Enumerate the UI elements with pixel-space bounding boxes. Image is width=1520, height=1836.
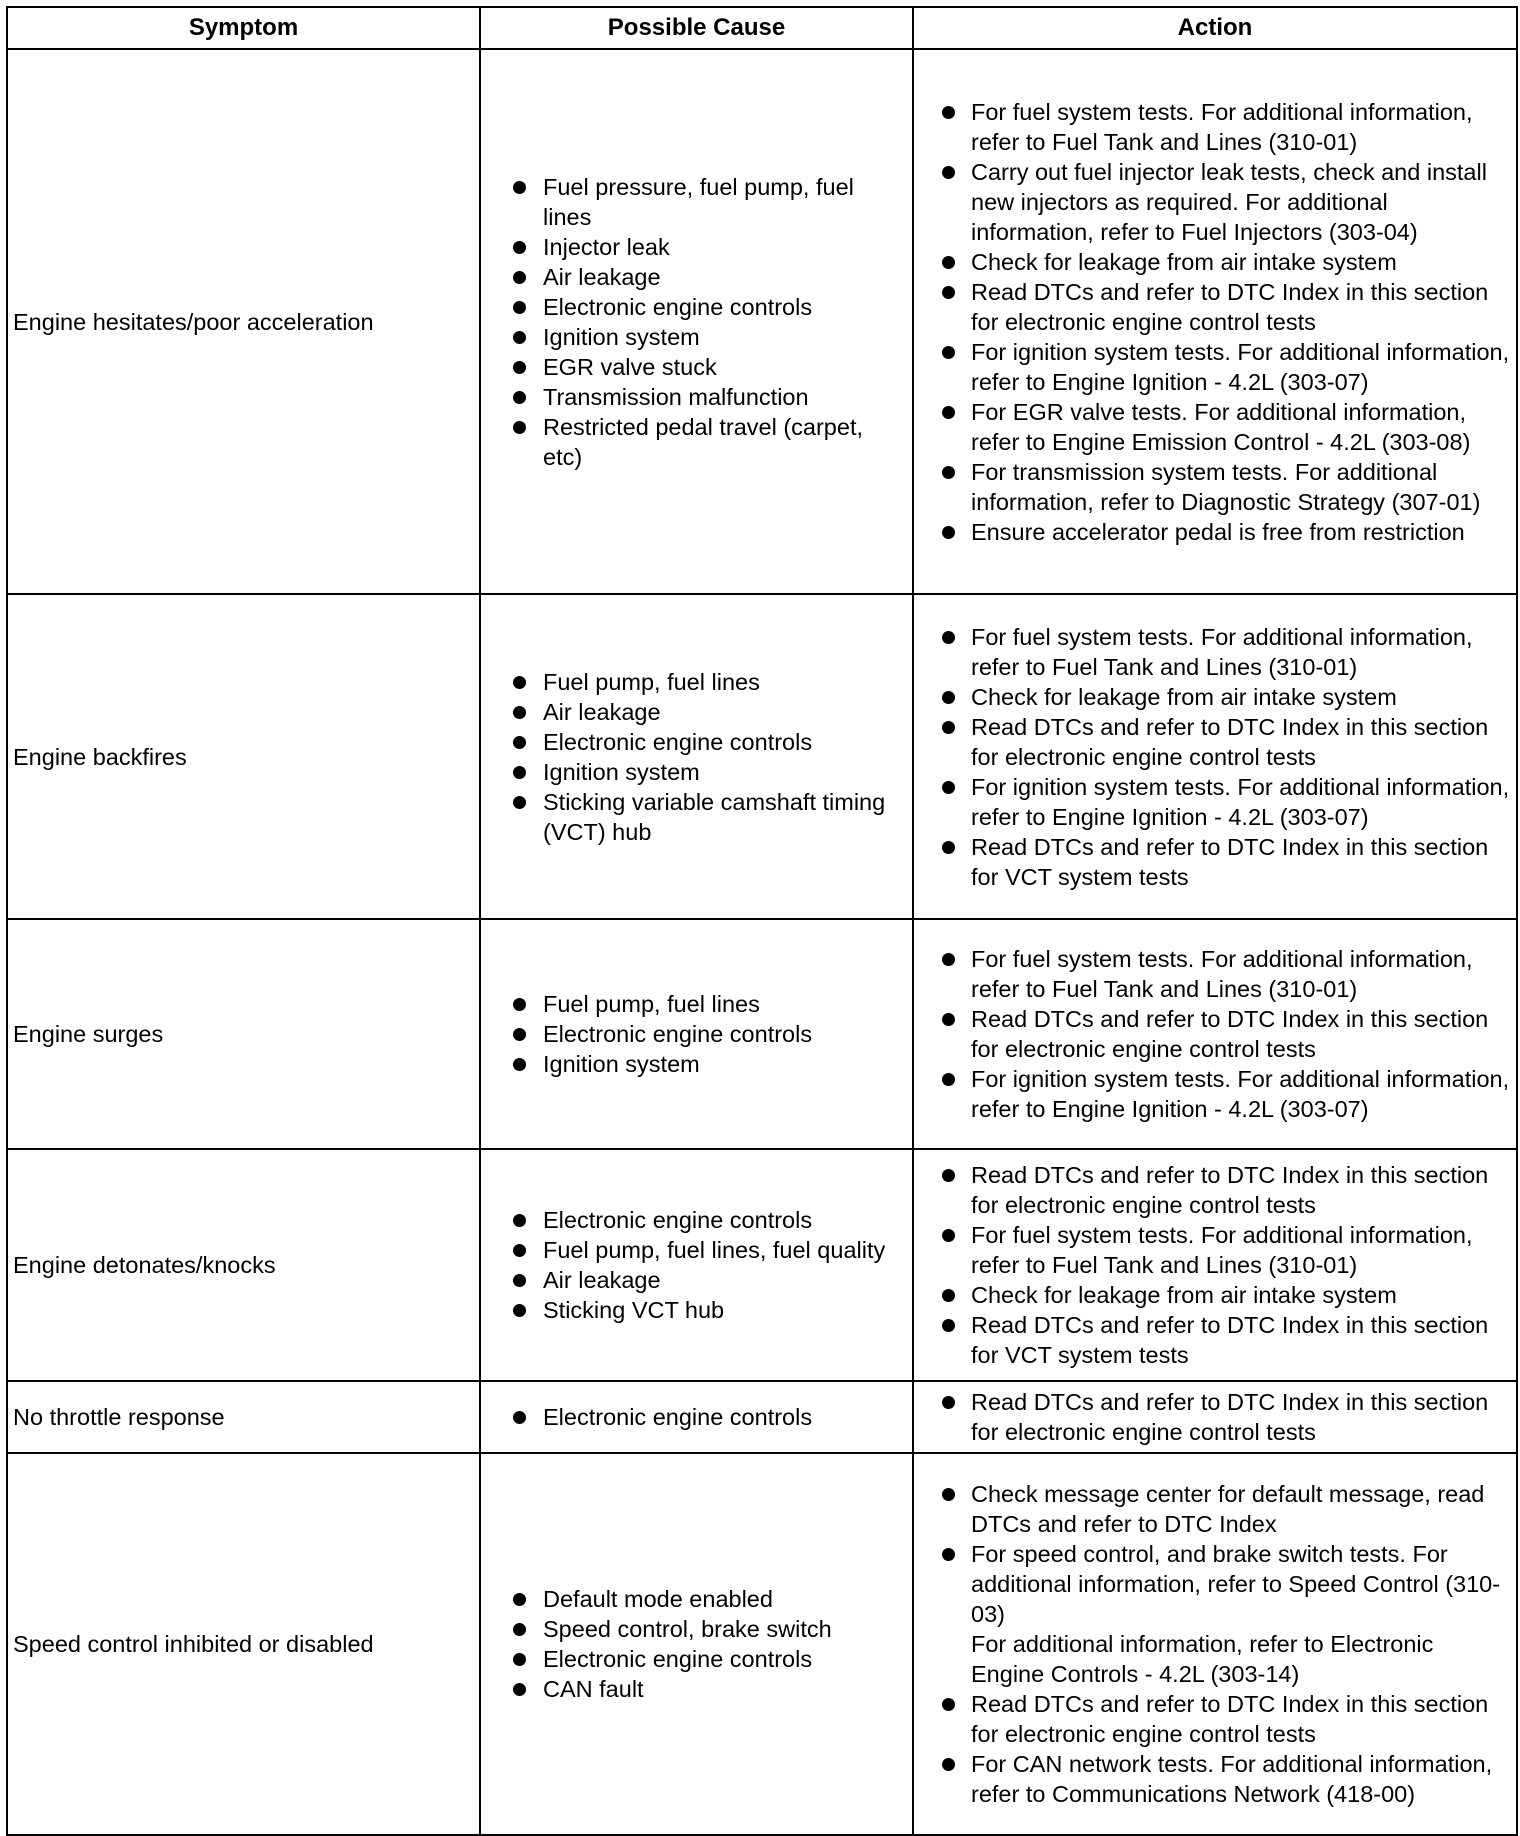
list-item: Check for leakage from air intake system (918, 1280, 1512, 1310)
list-item: For CAN network tests. For additional information, refer to Communications Network (418-00) (918, 1749, 1512, 1809)
bullet-icon (942, 841, 955, 854)
bullet-icon (942, 1396, 955, 1409)
cause-cell (480, 1149, 913, 1381)
symptom-cell: Engine hesitates/poor acceleration (7, 49, 480, 594)
action-cell (913, 594, 1517, 919)
list-item: Ignition system (485, 1049, 908, 1079)
list-item: Carry out fuel injector leak tests, check and install new injectors as required. For additional information, refer to Fuel Injectors (303-04) (918, 157, 1512, 247)
table-row (7, 1149, 1517, 1381)
list-item: Read DTCs and refer to DTC Index in this section for electronic engine control tests (918, 1160, 1512, 1220)
bullet-icon (513, 241, 526, 254)
bullet-icon (513, 271, 526, 284)
action-list (918, 622, 1512, 892)
list-item: Electronic engine controls (485, 1402, 908, 1432)
symptom-cell: Speed control inhibited or disabled (7, 1453, 480, 1835)
bullet-icon (942, 1289, 955, 1302)
list-item: Read DTCs and refer to DTC Index in this section for VCT system tests (918, 1310, 1512, 1370)
list-item: Air leakage (485, 262, 908, 292)
bullet-icon (942, 1548, 955, 1561)
bullet-icon (513, 1593, 526, 1606)
bullet-icon (513, 1214, 526, 1227)
list-item: Default mode enabled (485, 1584, 908, 1614)
bullet-icon (942, 1229, 955, 1242)
list-item: Sticking variable camshaft timing (VCT) hub (485, 787, 908, 847)
list-item: Electronic engine controls (485, 1205, 908, 1235)
header-possible-cause: Possible Cause (480, 7, 913, 49)
list-item: For ignition system tests. For additional information, refer to Engine Ignition - 4.2L (303-07) (918, 772, 1512, 832)
bullet-icon (942, 1698, 955, 1711)
bullet-icon (513, 1058, 526, 1071)
bullet-icon (942, 631, 955, 644)
cause-list (485, 1402, 908, 1432)
table-row (7, 919, 1517, 1149)
list-item: Electronic engine controls (485, 727, 908, 757)
list-item: Read DTCs and refer to DTC Index in this section for electronic engine control tests (918, 1689, 1512, 1749)
list-item: Sticking VCT hub (485, 1295, 908, 1325)
symptom-cell: Engine detonates/knocks (7, 1149, 480, 1381)
cause-cell (480, 49, 913, 594)
bullet-icon (513, 766, 526, 779)
list-item: Read DTCs and refer to DTC Index in this section for electronic engine control tests (918, 277, 1512, 337)
symptom-cell: Engine backfires (7, 594, 480, 919)
list-item: EGR valve stuck (485, 352, 908, 382)
bullet-icon (942, 406, 955, 419)
list-item: Check for leakage from air intake system (918, 247, 1512, 277)
bullet-icon (513, 391, 526, 404)
list-item: Electronic engine controls (485, 292, 908, 322)
bullet-icon (942, 1169, 955, 1182)
bullet-icon (942, 526, 955, 539)
bullet-icon (513, 361, 526, 374)
cause-cell (480, 594, 913, 919)
list-item: For fuel system tests. For additional information, refer to Fuel Tank and Lines (310-01) (918, 944, 1512, 1004)
action-list (918, 944, 1512, 1124)
list-item: Ensure accelerator pedal is free from restriction (918, 517, 1512, 547)
table-row (7, 1381, 1517, 1453)
list-item: Check message center for default message, read DTCs and refer to DTC Index (918, 1479, 1512, 1539)
list-item: Read DTCs and refer to DTC Index in this section for electronic engine control tests (918, 1004, 1512, 1064)
list-item: For speed control, and brake switch tests. For additional information, refer to Speed Control (310-03) For additional information, refer to Electronic Engine Controls - 4.2L (303-14) (918, 1539, 1512, 1689)
bullet-icon (942, 953, 955, 966)
bullet-icon (513, 1274, 526, 1287)
bullet-icon (942, 691, 955, 704)
list-item: Fuel pressure, fuel pump, fuel lines (485, 172, 908, 232)
action-cell (913, 919, 1517, 1149)
action-cell (913, 49, 1517, 594)
symptom-cell: No throttle response (7, 1381, 480, 1453)
action-list (918, 1479, 1512, 1809)
table-row (7, 49, 1517, 594)
list-item: Read DTCs and refer to DTC Index in this section for VCT system tests (918, 832, 1512, 892)
action-cell (913, 1453, 1517, 1835)
bullet-icon (513, 1623, 526, 1636)
bullet-icon (513, 676, 526, 689)
bullet-icon (513, 1653, 526, 1666)
cause-list (485, 989, 908, 1079)
bullet-icon (513, 796, 526, 809)
cause-cell (480, 919, 913, 1149)
bullet-icon (942, 106, 955, 119)
list-item: Injector leak (485, 232, 908, 262)
bullet-icon (942, 1073, 955, 1086)
bullet-icon (513, 1683, 526, 1696)
bullet-icon (513, 301, 526, 314)
header-action: Action (913, 7, 1517, 49)
bullet-icon (513, 1411, 526, 1424)
cause-list (485, 1584, 908, 1704)
bullet-icon (942, 1488, 955, 1501)
list-item: For EGR valve tests. For additional information, refer to Engine Emission Control - 4.2L (303-08) (918, 397, 1512, 457)
bullet-icon (942, 256, 955, 269)
list-item: Fuel pump, fuel lines, fuel quality (485, 1235, 908, 1265)
bullet-icon (942, 1013, 955, 1026)
list-item: Fuel pump, fuel lines (485, 667, 908, 697)
action-list (918, 1387, 1512, 1447)
bullet-icon (942, 781, 955, 794)
list-item: For ignition system tests. For additional information, refer to Engine Ignition - 4.2L (303-07) (918, 337, 1512, 397)
cause-list (485, 667, 908, 847)
action-cell (913, 1381, 1517, 1453)
action-list (918, 1160, 1512, 1370)
bullet-icon (513, 1028, 526, 1041)
diagnosis-table (6, 6, 1518, 1836)
cause-cell (480, 1453, 913, 1835)
bullet-icon (942, 721, 955, 734)
list-item: Transmission malfunction (485, 382, 908, 412)
list-item: For ignition system tests. For additional information, refer to Engine Ignition - 4.2L (303-07) (918, 1064, 1512, 1124)
cause-list (485, 1205, 908, 1325)
list-item: Air leakage (485, 697, 908, 727)
action-list (918, 97, 1512, 547)
list-item: For fuel system tests. For additional information, refer to Fuel Tank and Lines (310-01) (918, 622, 1512, 682)
bullet-icon (942, 346, 955, 359)
list-item: For transmission system tests. For additional information, refer to Diagnostic Strategy (307-01) (918, 457, 1512, 517)
list-item: Electronic engine controls (485, 1644, 908, 1674)
bullet-icon (513, 1244, 526, 1257)
cause-cell (480, 1381, 913, 1453)
table-row (7, 594, 1517, 919)
bullet-icon (513, 421, 526, 434)
list-item: Restricted pedal travel (carpet, etc) (485, 412, 908, 472)
bullet-icon (942, 466, 955, 479)
bullet-icon (513, 706, 526, 719)
bullet-icon (513, 331, 526, 344)
list-item: Read DTCs and refer to DTC Index in this section for electronic engine control tests (918, 712, 1512, 772)
list-item: Ignition system (485, 322, 908, 352)
list-item: Electronic engine controls (485, 1019, 908, 1049)
list-item: For fuel system tests. For additional information, refer to Fuel Tank and Lines (310-01) (918, 97, 1512, 157)
list-item: Ignition system (485, 757, 908, 787)
list-item: Speed control, brake switch (485, 1614, 908, 1644)
bullet-icon (942, 166, 955, 179)
bullet-icon (513, 736, 526, 749)
list-item: CAN fault (485, 1674, 908, 1704)
symptom-cell: Engine surges (7, 919, 480, 1149)
bullet-icon (942, 286, 955, 299)
list-item: For fuel system tests. For additional information, refer to Fuel Tank and Lines (310-01) (918, 1220, 1512, 1280)
list-item: Check for leakage from air intake system (918, 682, 1512, 712)
bullet-icon (513, 998, 526, 1011)
bullet-icon (513, 1304, 526, 1317)
list-item: Air leakage (485, 1265, 908, 1295)
action-cell (913, 1149, 1517, 1381)
list-item: Read DTCs and refer to DTC Index in this section for electronic engine control tests (918, 1387, 1512, 1447)
bullet-icon (942, 1758, 955, 1771)
list-item: Fuel pump, fuel lines (485, 989, 908, 1019)
bullet-icon (513, 181, 526, 194)
header-row (7, 7, 1517, 49)
table-row (7, 1453, 1517, 1835)
bullet-icon (942, 1319, 955, 1332)
header-symptom: Symptom (7, 7, 480, 49)
cause-list (485, 172, 908, 472)
